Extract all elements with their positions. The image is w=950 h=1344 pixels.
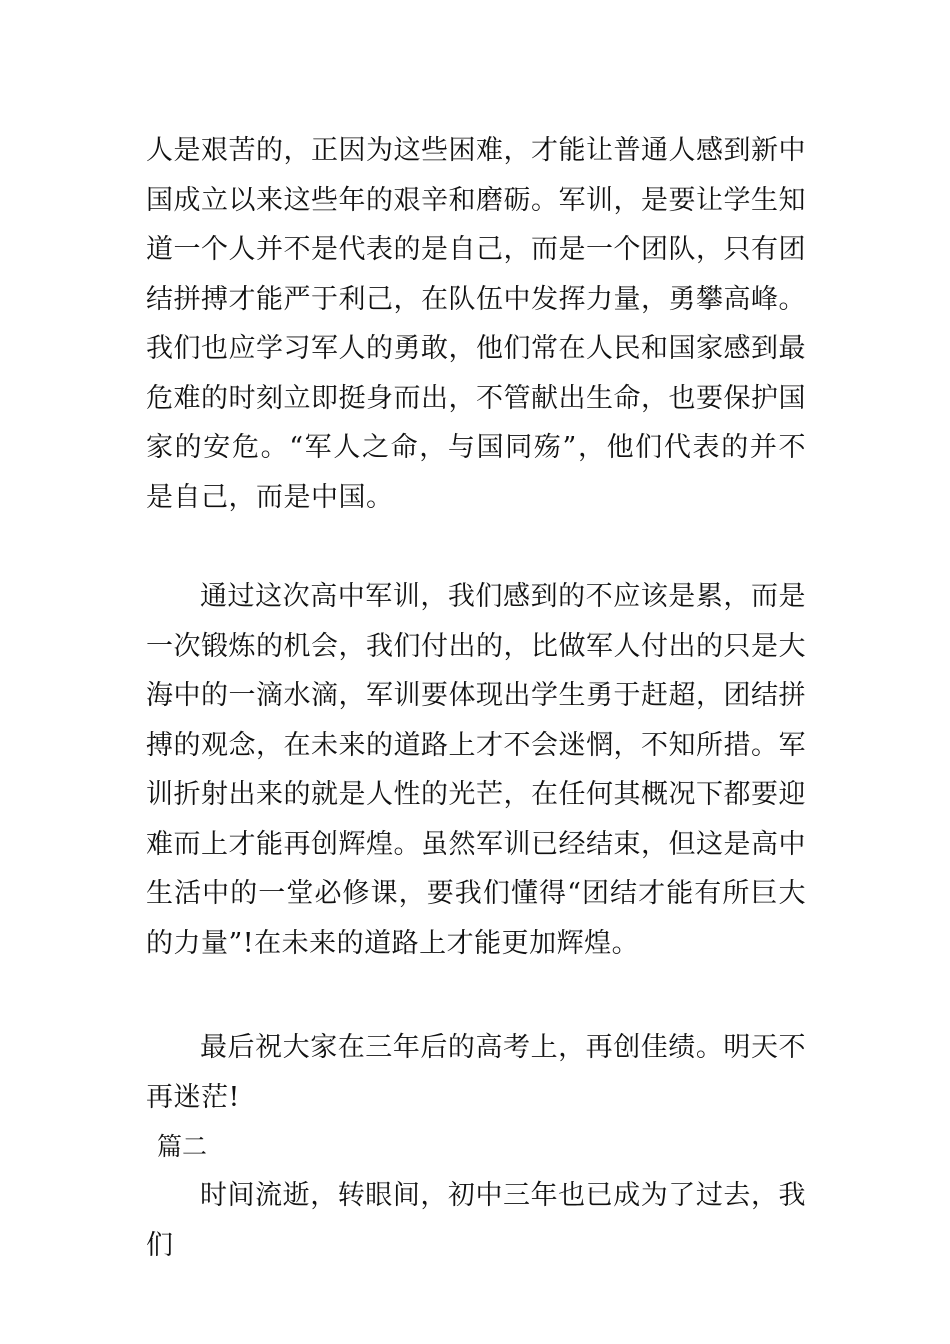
paragraph-military-spirit: 人是艰苦的，正因为这些困难，才能让普通人感到新中国成立以来这些年的艰辛和磨砺。军训，是要让学生知道一个人并不是代表的是自己，而是一个团队，只有团结拼搏才能严于利己，在队伍中发挥力量，勇攀高峰。我们也应学习军人的勇敢，他们常在人民和国家感到最危难的时刻立即挺身而出，不管献出生命，也要保护国家的安危。“军人之命，与国同殇”，他们代表的并不是自己，而是中国。: [146, 135, 806, 513]
paragraph-closing-wish: 最后祝大家在三年后的高考上，再创佳绩。明天不再迷茫!: [146, 1032, 806, 1113]
paragraph-training-reflection: 通过这次高中军训，我们感到的不应该是累，而是一次锻炼的机会，我们付出的，比做军人付出的只是大海中的一滴水滴，军训要体现出学生勇于赶超，团结拼搏的观念，在未来的道路上才不会迷惘，不知所措。军训折射出来的就是人性的光芒，在任何其概况下都要迎难而上才能再创辉煌。虽然军训已经结束，但这是高中生活中的一堂必修课，要我们懂得“团结才能有所巨大的力量”!在未来的道路上才能更加辉煌。: [146, 581, 806, 959]
section-heading: 篇二: [157, 1132, 208, 1161]
paragraph-section-two-start: 时间流逝，转眼间，初中三年也已成为了过去，我们: [146, 1180, 806, 1261]
